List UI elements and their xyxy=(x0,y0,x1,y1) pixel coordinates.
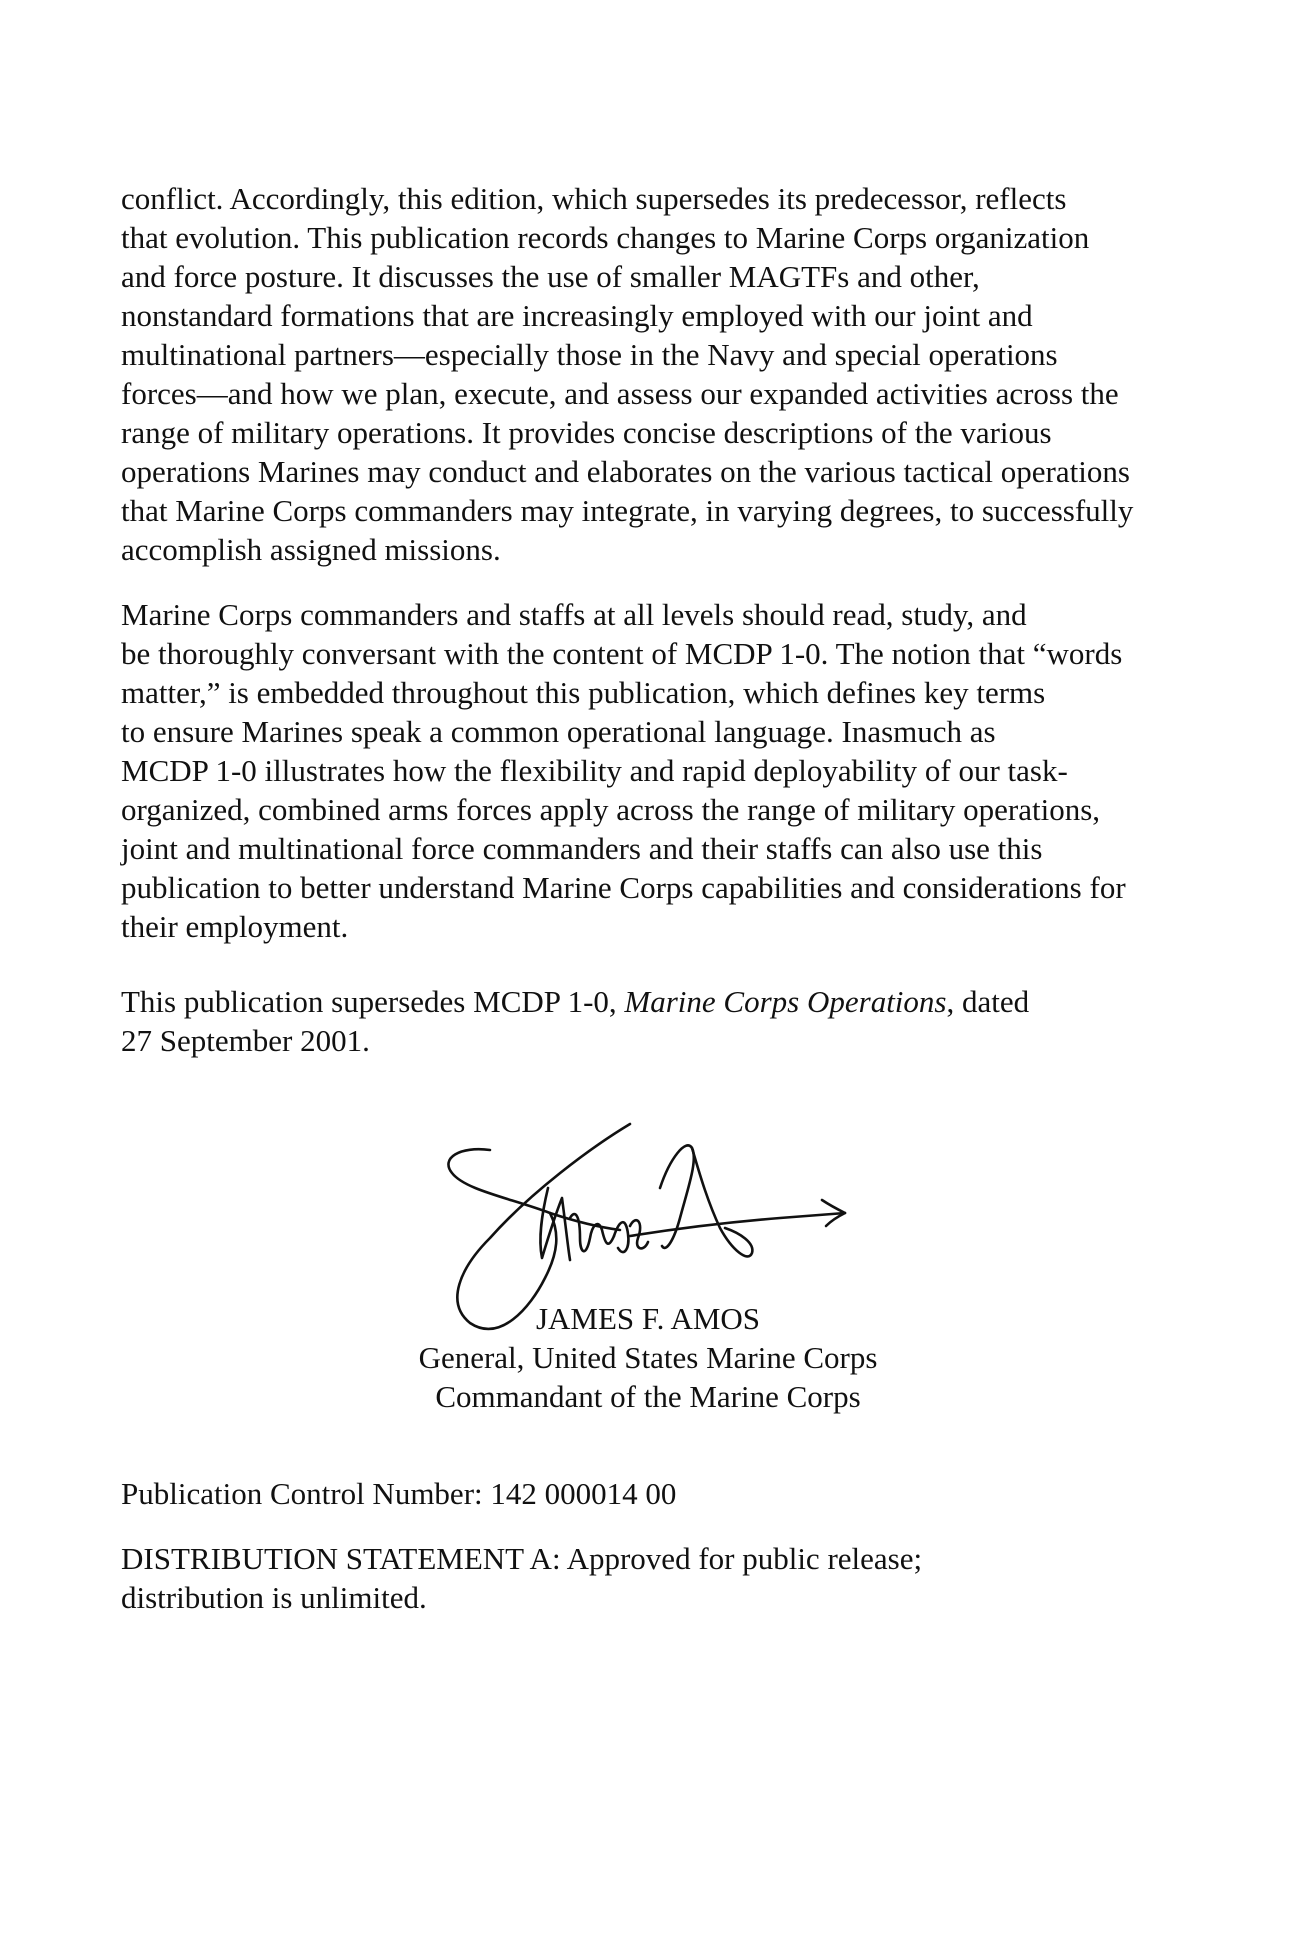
paragraph-2-line: organized, combined arms forces apply across the range of military operations, xyxy=(121,792,1101,827)
paragraph-2-line: MCDP 1-0 illustrates how the flexibility and rapid deployability of our task- xyxy=(121,753,1068,788)
signatory-rank: General, United States Marine Corps xyxy=(418,1340,878,1375)
signatory-title: Commandant of the Marine Corps xyxy=(435,1379,861,1414)
paragraph-1-line: that evolution. This publication records changes to Marine Corps organization xyxy=(121,220,1090,255)
paragraph-1-line: conflict. Accordingly, this edition, which supersedes its predecessor, reflects xyxy=(121,181,1067,216)
signatory-name: JAMES F. AMOS xyxy=(535,1301,761,1336)
supersedes-prefix: This publication supersedes MCDP 1-0, xyxy=(121,984,625,1019)
paragraph-1-line: and force posture. It discusses the use of smaller MAGTFs and other, xyxy=(121,259,980,294)
publication-control-number: Publication Control Number: 142 000014 00 xyxy=(121,1476,677,1511)
distribution-statement-cont: distribution is unlimited. xyxy=(121,1580,427,1615)
supersedes-line xyxy=(121,983,1029,1021)
paragraph-2-line: joint and multinational force commanders and their staffs can also use this xyxy=(121,831,1043,866)
paragraph-2-line: publication to better understand Marine Corps capabilities and considerations for xyxy=(121,870,1126,905)
paragraph-2-line: be thoroughly conversant with the content of MCDP 1-0. The notion that “words xyxy=(121,636,1123,671)
publication-title: Marine Corps Operations xyxy=(624,984,947,1019)
paragraph-1-line: forces—and how we plan, execute, and assess our expanded activities across the xyxy=(121,376,1119,411)
distribution-statement: DISTRIBUTION STATEMENT A: Approved for public release; xyxy=(121,1541,923,1576)
supersedes-suffix: , dated xyxy=(946,984,1030,1019)
paragraph-2-line: to ensure Marines speak a common operational language. Inasmuch as xyxy=(121,714,996,749)
paragraph-1-line: multinational partners—especially those in the Navy and special operations xyxy=(121,337,1058,372)
paragraph-2-line: Marine Corps commanders and staffs at all levels should read, study, and xyxy=(121,597,1027,632)
paragraph-1-line: accomplish assigned missions. xyxy=(121,532,501,567)
paragraph-2-line: their employment. xyxy=(121,909,349,944)
paragraph-1-line: range of military operations. It provides concise descriptions of the various xyxy=(121,415,1052,450)
paragraph-2-line: matter,” is embedded throughout this publication, which defines key terms xyxy=(121,675,1046,710)
supersedes-date: 27 September 2001. xyxy=(121,1023,370,1058)
paragraph-1-line: nonstandard formations that are increasingly employed with our joint and xyxy=(121,298,1033,333)
paragraph-1-line: operations Marines may conduct and elaborates on the various tactical operations xyxy=(121,454,1130,489)
paragraph-1-line: that Marine Corps commanders may integrate, in varying degrees, to successfully xyxy=(121,493,1134,528)
